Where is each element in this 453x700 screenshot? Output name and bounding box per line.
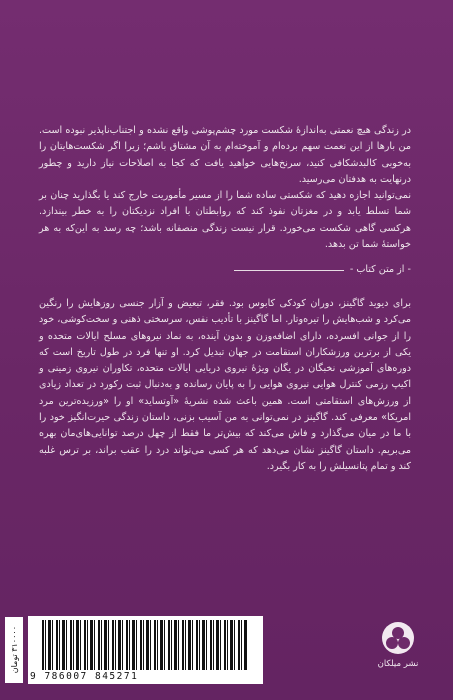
publisher-name: نشر میلکان [377, 659, 419, 669]
quote-source-text: - از متن کتاب - [349, 264, 411, 275]
barcode-digits: 9 786007 845271 [30, 671, 139, 682]
isbn-barcode [28, 616, 263, 684]
quote-paragraph-1 [39, 123, 411, 188]
price-label [5, 617, 23, 683]
publisher-logo-icon [380, 620, 416, 656]
divider-line [234, 270, 344, 271]
synopsis-text: برای دیوید گاگینز، دوران کودکی کابوس بود. فقر، تبعیض و آزار جنسی روزهایش را رنگین می‌کرد و شب‌هایش را تیره‌وتار. اما گاگینز با تأدیب نفس، سرسختی ذهنی و سخت‌کوشی، خود را از جوانی افسرده، دارای اضافه‌وزن و بدون آینده، به نماد نیروهای مسلح ایالات متحده و یکی از برترین ورزشکاران استقامت در جهان تبدیل کرد. او تنها فرد در طول تاریخ است که دوره‌های آموزشی نخبگان در یگان ویژهٔ نیروی دریایی ایالات متحده، تکاوران نیروی زمینی و اکیپ رزمی کنترل هوایی نیروی هوایی را به پایان رسانده و به‌دنبال ثبت رکورد در تعداد زیادی از ورزش‌های استقامتی است. همین باعث شده نشریهٔ «آوتساید» او را «ورزیده‌ترین مرد امریکا» معرفی کند. گاگینز در نمی‌توانی به من آسیب بزنی، داستان زندگی حیرت‌انگیز خود را با ما در میان می‌گذارد و فاش می‌کند که بیش‌تر ما فقط از چهل درصد توانایی‌های‌مان بهره می‌بریم. داستان گاگینز نشان می‌دهد که هر کسی می‌تواند درد را عقب براند، بر ترس غلبه کند و تمام پتانسیلش را به کار بگیرد. [39, 298, 411, 472]
quote-source [39, 263, 411, 277]
quote-paragraph-2-text: نمی‌توانید اجازه دهید که شکستی ساده شما را از مسیر مأموریت خارج کند یا بگذارید چنان بر شما تسلط یابد و در مغزتان نفوذ کند که روابطتان با افراد نزدیکتان را به خطر بیندازد. هرکسی گاهی شکست می‌خورد. قرار نیست زندگی منصفانه باشد؛ چه رسد به این‌که به هر خواستهٔ شما تن بدهد. [39, 190, 411, 250]
quote-paragraph-2 [39, 188, 411, 253]
price-text: ۳۱۰۰۰۰ تومان [9, 626, 19, 674]
barcode-icon [42, 620, 248, 670]
publisher-logo [378, 620, 418, 682]
synopsis [39, 296, 411, 475]
quote-paragraph-1-text: در زندگی هیچ نعمتی به‌اندازهٔ شکست مورد چشم‌پوشی واقع نشده و اجتناب‌ناپذیر نبوده است. من بارها از این نعمت سهم برده‌ام و آموخته‌ام به آن مشتاق باشم؛ زیرا اگر شکست‌هایتان را به‌خوبی کالبدشکافی کنید، سرنخ‌هایی خواهید یافت که کجا به اصلاحات نیاز دارید و چطور درنهایت به هدفتان می‌رسید. [39, 125, 411, 185]
